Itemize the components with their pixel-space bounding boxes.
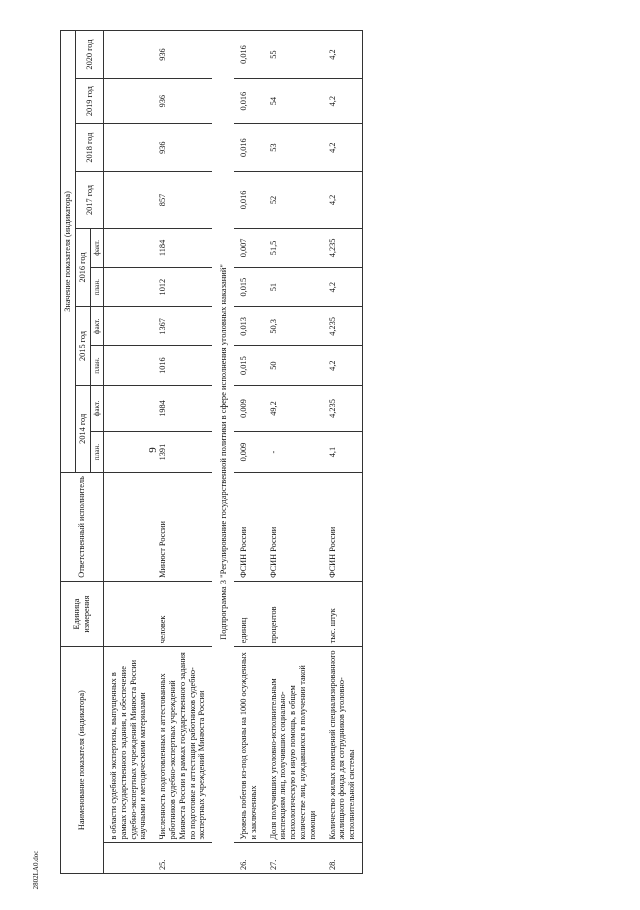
value-2015-fact: 1367: [153, 307, 212, 346]
unit-cell: человек: [153, 581, 212, 646]
indicators-table: [60, 30, 363, 874]
value-2019: [104, 79, 154, 124]
row-number: 25.: [153, 843, 212, 874]
value-2016-fact: [104, 228, 154, 267]
executor-cell: ФСИН России: [234, 472, 264, 581]
indicator-name: Уровень побегов из-под охраны на 1000 осужденных и заключенных: [234, 647, 264, 843]
table-row: [323, 31, 363, 874]
row-number: 28.: [323, 843, 363, 874]
header-year-2019: 2019 год: [75, 79, 103, 124]
value-2017: 52: [264, 172, 323, 229]
value-2017: 857: [153, 172, 212, 229]
value-2015-plan: 4,2: [323, 346, 363, 385]
value-2020: [104, 31, 154, 79]
value-2014-fact: 49,2: [264, 385, 323, 432]
value-2016-plan: [104, 268, 154, 307]
value-2014-plan: 4,1: [323, 432, 363, 473]
value-2014-fact: [104, 385, 154, 432]
value-2015-plan: 50: [264, 346, 323, 385]
header-fact-2016: факт.: [90, 228, 103, 267]
row-number: [104, 843, 154, 874]
value-2019: 4,2: [323, 79, 363, 124]
header-plan-2015: план.: [90, 346, 103, 385]
value-2016-fact: 1184: [153, 228, 212, 267]
value-2015-fact: 4,235: [323, 307, 363, 346]
subprogram-title: Подпрограмма 3 "Регулирование государственной политики в сфере исполнения уголовных наказаний": [212, 31, 234, 874]
header-values: Значение показателя (индикатора): [61, 31, 76, 473]
table-row: [234, 31, 264, 874]
value-2014-plan: [104, 432, 154, 473]
unit-cell: процентов: [264, 581, 323, 646]
value-2020: 936: [153, 31, 212, 79]
table-row: [153, 31, 212, 874]
value-2018: 936: [153, 124, 212, 172]
subprogram-row: [212, 31, 234, 874]
table-row: [264, 31, 323, 874]
row-number: 26.: [234, 843, 264, 874]
indicator-name: Доля получивших уголовно-исполнительным инспекциям лиц, получивших социально-психологическую и иную помощь, в общем количестве лиц, нуждавшихся в получении такой помощи: [264, 647, 323, 843]
header-fact-2014: факт.: [90, 385, 103, 432]
value-2015-plan: 1016: [153, 346, 212, 385]
executor-cell: ФСИН России: [323, 472, 363, 581]
unit-cell: тыс. штук: [323, 581, 363, 646]
executor-cell: [104, 472, 154, 581]
value-2016-plan: 0,015: [234, 268, 264, 307]
rotated-page: [60, 30, 595, 874]
value-2014-fact: 4,235: [323, 385, 363, 432]
executor-cell: ФСИН России: [264, 472, 323, 581]
value-2018: 53: [264, 124, 323, 172]
value-2014-fact: 0,009: [234, 385, 264, 432]
value-2019: 0,016: [234, 79, 264, 124]
value-2016-plan: 51: [264, 268, 323, 307]
value-2014-plan: 0,009: [234, 432, 264, 473]
value-2015-fact: [104, 307, 154, 346]
header-plan-2014: план.: [90, 432, 103, 473]
value-2015-fact: 0,013: [234, 307, 264, 346]
value-2018: 4,2: [323, 124, 363, 172]
value-2019: 936: [153, 79, 212, 124]
value-2015-plan: [104, 346, 154, 385]
footer-doc-id: 2802LA0.doc: [32, 850, 40, 890]
value-2015-fact: 50,3: [264, 307, 323, 346]
value-2018: 0,016: [234, 124, 264, 172]
header-year-2018: 2018 год: [75, 124, 103, 172]
table-body: [104, 31, 363, 874]
value-2014-fact: 1984: [153, 385, 212, 432]
value-2016-fact: 51,5: [264, 228, 323, 267]
header-plan-2016: план.: [90, 268, 103, 307]
header-executor: Ответственный исполнитель: [61, 472, 104, 581]
value-2016-fact: 4,235: [323, 228, 363, 267]
header-year-2015: 2015 год: [75, 307, 90, 385]
executor-cell: Минюст России: [153, 472, 212, 581]
unit-cell: единиц: [234, 581, 264, 646]
header-year-2020: 2020 год: [75, 31, 103, 79]
unit-cell: [104, 581, 154, 646]
value-2020: 0,016: [234, 31, 264, 79]
indicator-name: в области судебной экспертизы, выпущенных в рамках государственного задания, и обеспечение судебно-экспертных учреждений Минюста России научными и методическими материалами: [104, 647, 154, 843]
indicator-name: Количество жилых помещений специализированного жилищного фонда для сотрудников уголовно-исполнительной системы: [323, 647, 363, 843]
value-2020: 55: [264, 31, 323, 79]
row-number: 27.: [264, 843, 323, 874]
value-2020: 4,2: [323, 31, 363, 79]
header-year-2016: 2016 год: [75, 228, 90, 306]
table-header: [61, 31, 104, 874]
header-year-2014: 2014 год: [75, 385, 90, 472]
header-fact-2015: факт.: [90, 307, 103, 346]
value-2014-plan: -: [264, 432, 323, 473]
value-2016-plan: 4,2: [323, 268, 363, 307]
value-2019: 54: [264, 79, 323, 124]
value-2014-plan: 1391: [153, 432, 212, 473]
value-2016-plan: 1012: [153, 268, 212, 307]
value-2017: 0,016: [234, 172, 264, 229]
header-unit: Единица измерения: [61, 581, 104, 646]
indicator-name: Численность подготовленных и аттестованных работников судебно-экспертных учреждений Минюста России в рамках государственного задания по подготовке и аттестации работников судебно-экспертных учреждений Минюста России: [153, 647, 212, 843]
value-2018: [104, 124, 154, 172]
value-2015-plan: 0,015: [234, 346, 264, 385]
page-number: 9: [147, 447, 159, 453]
table-row: [104, 31, 154, 874]
value-2016-fact: 0,007: [234, 228, 264, 267]
header-year-2017: 2017 год: [75, 172, 103, 229]
header-name: Наименование показателя (индикатора): [61, 647, 104, 874]
value-2017: [104, 172, 154, 229]
value-2017: 4,2: [323, 172, 363, 229]
